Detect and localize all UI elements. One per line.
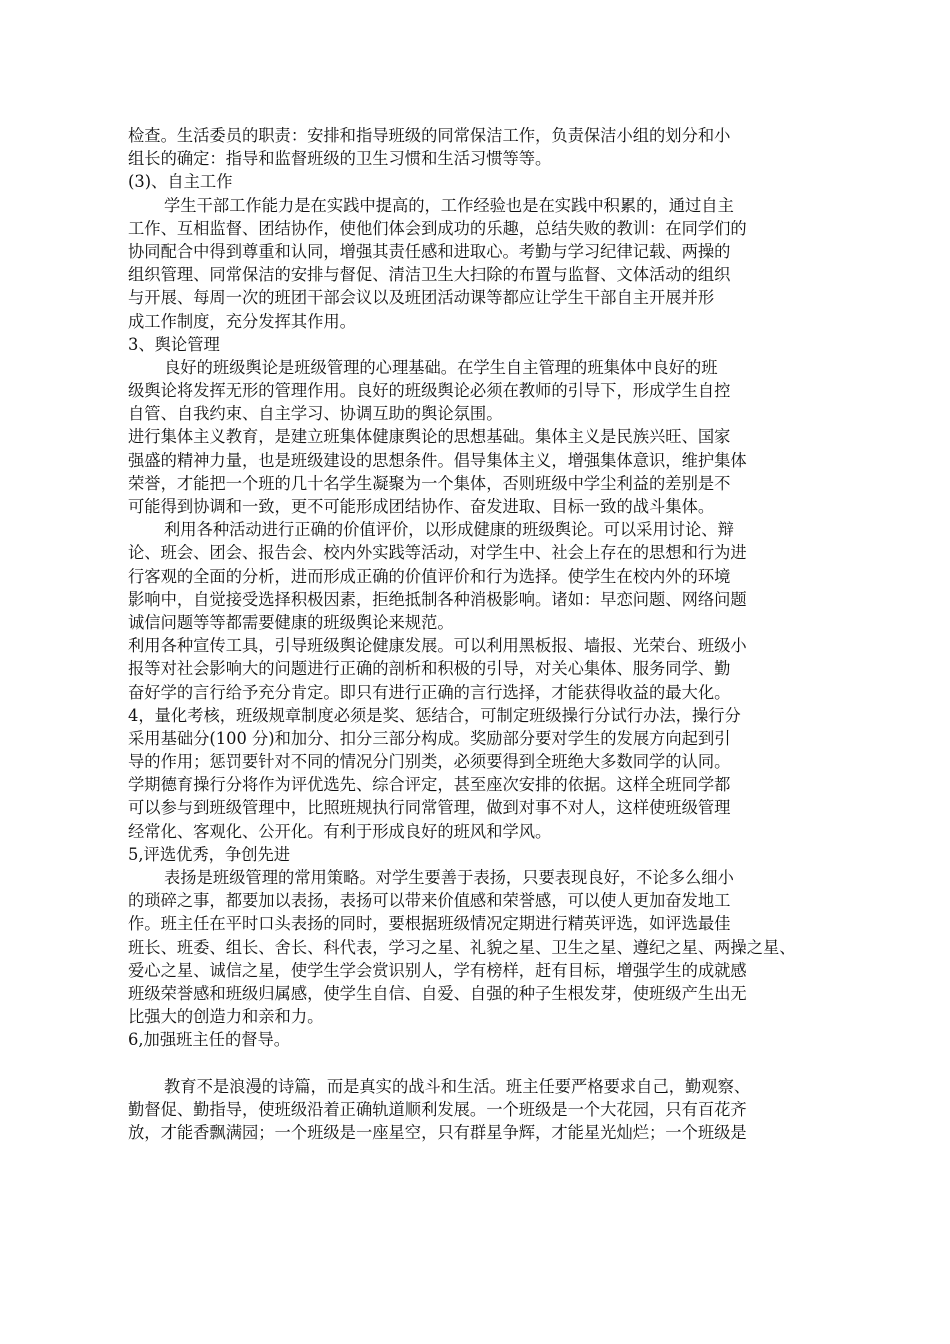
text-line: 论、班会、团会、报告会、校内外实践等活动，对学生中、社会上存在的思想和行为进 [128, 543, 747, 563]
text-line: 6,加强班主任的督导。 [128, 1030, 291, 1050]
text-line: 诚信问题等等都需要健康的班级舆论来规范。 [128, 612, 454, 632]
text-line: 检查。生活委员的职责：安排和指导班级的同常保洁工作，负责保洁小组的划分和小 [128, 126, 731, 145]
text-line: 与开展、每周一次的班团干部会议以及班团活动课等都应让学生干部自主开展并形 [128, 288, 715, 308]
text-line: 比强大的创造力和亲和力。 [128, 1007, 324, 1027]
text-line: 组织管理、同常保洁的安排与督促、清洁卫生大扫除的布置与监督、文体活动的组织 [128, 265, 731, 285]
text-line: 协同配合中得到尊重和认同，增强其责任感和进取心。考勤与学习纪律记载、两操的 [128, 241, 731, 261]
text-line: 利用各种活动进行正确的价值评价，以形成健康的班级舆论。可以采用讨论、辩 [164, 520, 734, 540]
text-line: 教育不是浪漫的诗篇，而是真实的战斗和生活。班主任要严格要求自己，勤观察、 [164, 1076, 751, 1096]
text-line: 班长、班委、组长、舍长、科代表，学习之星、礼貌之星、卫生之星、遵纪之星、两操之星、 [128, 937, 796, 957]
text-line: 级舆论将发挥无形的管理作用。良好的班级舆论必须在教师的引导下，形成学生自控 [128, 381, 731, 401]
text-line: 作。班主任在平时口头表扬的同时，要根据班级情况定期进行精英评选，如评选最佳 [128, 914, 731, 934]
text-line: 5,评选优秀，争创先进 [128, 844, 291, 864]
text-line: 爱心之星、诚信之星，使学生学会赏识别人，学有榜样，赶有目标，增强学生的成就感 [128, 960, 747, 980]
text-line: 班级荣誉感和班级归属感，使学生自信、自爱、自强的种子生根发芽，使班级产生出无 [128, 983, 747, 1003]
text-line: 学生干部工作能力是在实践中提高的，工作经验也是在实践中积累的，通过自主 [164, 195, 734, 215]
text-line: 可能得到协调和一致，更不可能形成团结协作、奋发进取、目标一致的战斗集体。 [128, 497, 715, 516]
text-line: 4，量化考核，班级规章制度必须是奖、惩结合，可制定班级操行分试行办法，操行分 [128, 705, 741, 725]
text-line: 学期德育操行分将作为评优选先、综合评定，甚至座次安排的依据。这样全班同学都 [128, 775, 731, 795]
text-line: 勤督促、勤指导，使班级沿着正确轨道顺利发展。一个班级是一个大花园，只有百花齐 [128, 1099, 747, 1119]
text-line: 的琐碎之事，都要加以表扬，表扬可以带来价值感和荣誉感，可以使人更加奋发地工 [128, 891, 731, 911]
blank-line [128, 1052, 828, 1075]
text-line: 采用基础分(100 分)和加分、扣分三部分构成。奖励部分要对学生的发展方向起到引 [128, 728, 731, 748]
text-line: 奋好学的言行给予充分肯定。即只有进行正确的言行选择，才能获得收益的最大化。 [128, 682, 731, 702]
text-line: 良好的班级舆论是班级管理的心理基础。在学生自主管理的班集体中良好的班 [164, 357, 718, 377]
text-line: (3)、自主工作 [128, 172, 233, 192]
text-line: 表扬是班级管理的常用策略。对学生要善于表扬，只要表现良好，不论多么细小 [164, 868, 734, 887]
text-line: 利用各种宣传工具，引导班级舆论健康发展。可以利用黑板报、墙报、光荣台、班级小 [128, 636, 747, 656]
text-line: 进行集体主义教育，是建立班集体健康舆论的思想基础。集体主义是民族兴旺、国家 [128, 427, 731, 447]
text-line: 荣誉，才能把一个班的几十名学生凝聚为一个集体，否则班级中学尘利益的差别是不 [128, 473, 731, 493]
text-line: 报等对社会影响大的问题进行正确的剖析和积极的引导，对关心集体、服务同学、勤 [128, 659, 731, 679]
text-line: 成工作制度，充分发挥其作用。 [128, 311, 356, 331]
text-line: 影响中，自觉接受选择积极因素，拒绝抵制各种消极影响。诸如：早恋问题、网络问题 [128, 589, 747, 609]
text-line: 3、舆论管理 [128, 334, 220, 354]
text-line: 放，才能香飘满园；一个班级是一座星空，只有群星争辉，才能星光灿烂；一个班级是 [128, 1123, 747, 1143]
text-line: 组长的确定：指导和监督班级的卫生习惯和生活习惯等等。 [128, 149, 552, 169]
text-line: 自管、自我约束、自主学习、协调互助的舆论氛围。 [128, 404, 503, 424]
text-line: 强盛的精神力量，也是班级建设的思想条件。倡导集体主义，增强集体意识，维护集体 [128, 450, 747, 470]
text-line: 行客观的全面的分析，进而形成正确的价值评价和行为选择。使学生在校内外的环境 [128, 566, 731, 586]
text-line: 可以参与到班级管理中，比照班规执行同常管理，做到对事不对人，这样使班级管理 [128, 798, 731, 818]
text-line: 工作、互相监督、团结协作，使他们体会到成功的乐趣，总结失败的教训：在同学们的 [128, 218, 747, 238]
document-page [128, 124, 828, 1144]
text-line: 导的作用；惩罚要针对不同的情况分门别类，必须要得到全班绝大多数同学的认同。 [128, 752, 731, 772]
text-line: 经常化、客观化、公开化。有利于形成良好的班风和学风。 [128, 821, 552, 841]
